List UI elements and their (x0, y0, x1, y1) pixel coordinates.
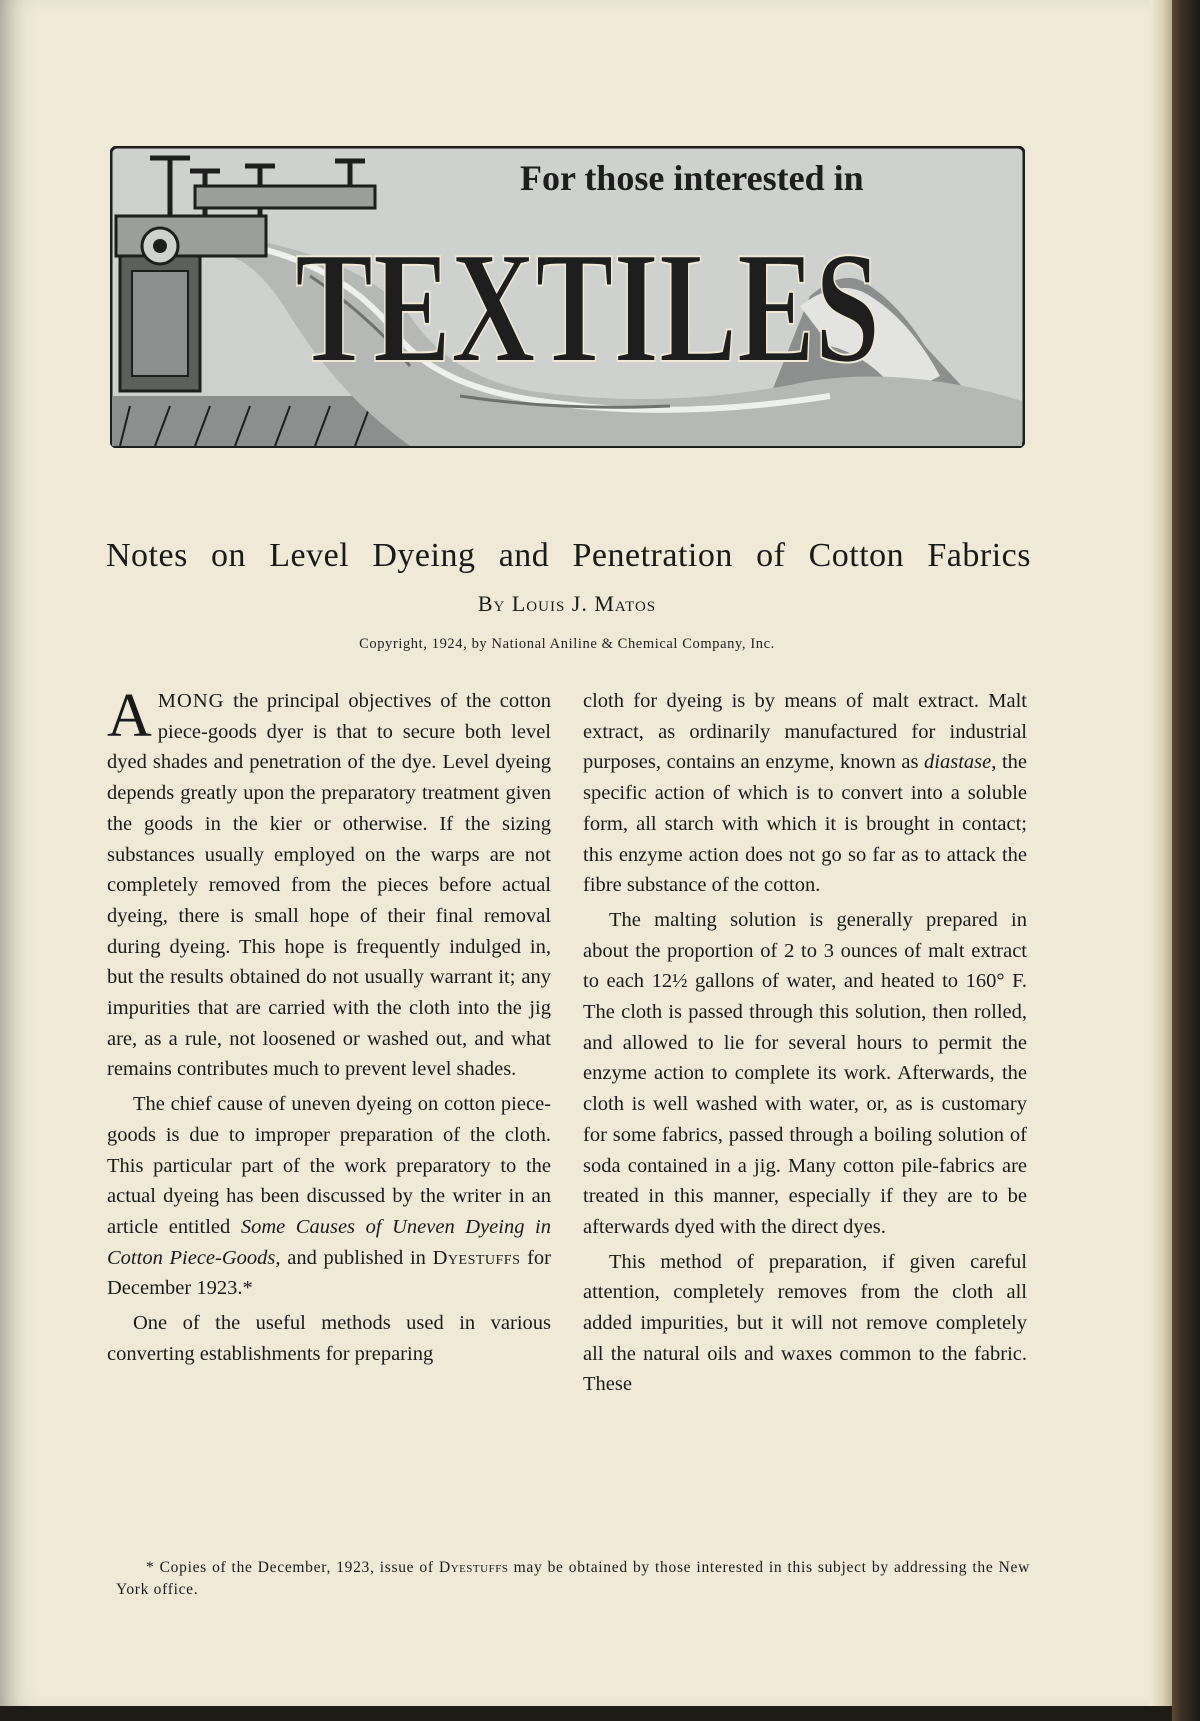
paragraph-2-text-a: The chief cause of uneven dyeing on cotton piece-goods is due to improper preparation of the cloth. This particular part of the work preparatory to the actual dyeing has been discussed by the writer in an article entitled (107, 1093, 551, 1238)
article-title: Notes on Level Dyeing and Penetration of Cotton Fabrics (106, 537, 1031, 574)
footnote (116, 1557, 1030, 1601)
enzyme-name: diastase, (924, 751, 997, 774)
footnote-text-a: * Copies of the December, 1923, issue of (146, 1559, 439, 1576)
footnote-text-b: may be obtained by those interested in this subject by addressing the New York office. (116, 1559, 1031, 1598)
drop-cap: A (107, 682, 152, 750)
paragraph-4: The malting solution is generally prepared in about the proportion of 2 to 3 ounces of malt extract to each 12½ gallons of water, and heated to 160° F. The cloth is passed through this solution, then rolled, and allowed to lie for several hours to permit the enzyme action to complete its work. Afterwards, the cloth is well washed with water, or, as is customary for some fabrics, passed through a boiling solution of soda contained in a jig. Many cotton pile-fabrics are treated in this manner, especially if they are to be afterwards dyed with the direct dyes. (583, 908, 1027, 1238)
paragraph-3-continued (583, 686, 1027, 901)
paragraph-2-text-b: and published in (280, 1246, 433, 1269)
body-column-right (583, 686, 1027, 1404)
page-edge (1150, 0, 1172, 1706)
paragraph-3-text-a: cloth for dyeing is by means of malt extract. Malt extract, as ordinarily manufactured for industrial purposes, contains an enzyme, known as (583, 690, 1027, 774)
book-spine (1172, 0, 1200, 1721)
paragraph-3: One of the useful methods used in various converting establishments for preparing (107, 1312, 551, 1365)
banner-heading: TEXTILES (295, 218, 880, 396)
banner-tagline: For those interested in (520, 158, 864, 198)
footnote-publication-name: Dyestuffs (438, 1559, 509, 1576)
article-reference-title: Some Causes of Uneven Dyeing in Cotton Piece-Goods, (107, 1215, 551, 1269)
copyright-notice: Copyright, 1924, by National Aniline & Chemical Company, Inc. (359, 636, 775, 652)
paragraph-2-text-c: for December 1923.* (107, 1246, 551, 1300)
textiles-banner-illustration (110, 146, 1025, 448)
paragraph-3-text-b: the specific action of which is to convert into a soluble form, all starch with which it is brought in contact; this enzyme action does not go so far as to attack the fibre substance of the cotton. (583, 751, 1028, 897)
paragraph-1-text: the principal objectives of the cotton piece-goods dyer is that to secure both level dyed shades and penetration of the dye. Level dyeing depends greatly upon the preparatory treatment given the goods in the kier or otherwise. If the sizing substances usually employed on the warps are not completely removed from the pieces before actual dyeing, there is small hope of their final removal during dyeing. This hope is frequently indulged in, but the results obtained do not usually warrant it; any impurities that are carried with the cloth into the jig are, as a rule, not loosened or washed out, and what remains contributes much to prevent level shades. (107, 690, 551, 1081)
lead-word: MONG (157, 690, 225, 712)
body-column-left (107, 682, 551, 1373)
paragraph-2 (107, 1089, 551, 1304)
publication-name: Dyestuffs (432, 1246, 521, 1269)
article-byline: By Louis J. Matos (477, 591, 657, 616)
paragraph-1 (107, 682, 551, 1085)
paragraph-5: This method of preparation, if given careful attention, completely removes from the cloth all added impurities, but it will not remove completely all the natural oils and waxes common to the fabric. These (583, 1250, 1027, 1396)
